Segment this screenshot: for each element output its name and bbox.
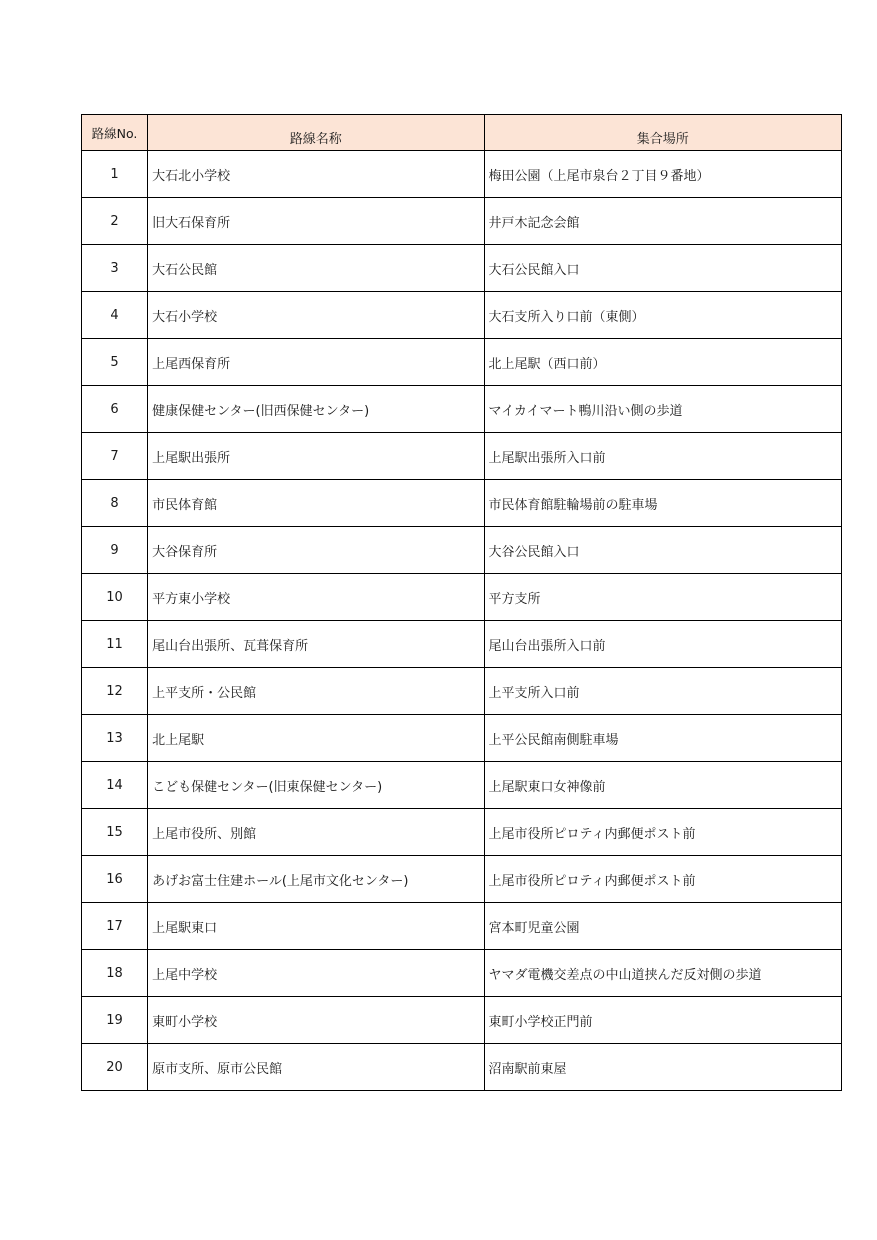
meeting-place-cell: ヤマダ電機交差点の中山道挟んだ反対側の歩道 xyxy=(484,950,841,997)
route-no-cell: 20 xyxy=(82,1044,148,1091)
route-name-cell: 大石小学校 xyxy=(148,292,484,339)
table-row xyxy=(82,198,842,245)
table-row xyxy=(82,809,842,856)
route-no-cell: 11 xyxy=(82,621,148,668)
route-name-cell: 健康保健センター(旧西保健センター) xyxy=(148,386,484,433)
route-no-cell: 5 xyxy=(82,339,148,386)
route-name-cell: 旧大石保育所 xyxy=(148,198,484,245)
route-name-cell: 北上尾駅 xyxy=(148,715,484,762)
route-name-cell: 上尾中学校 xyxy=(148,950,484,997)
table-row xyxy=(82,621,842,668)
route-name-cell: 平方東小学校 xyxy=(148,574,484,621)
header-row xyxy=(82,115,842,151)
route-no-cell: 19 xyxy=(82,997,148,1044)
meeting-place-cell: 上平公民館南側駐車場 xyxy=(484,715,841,762)
route-name-cell: 上尾西保育所 xyxy=(148,339,484,386)
meeting-place-cell: 大谷公民館入口 xyxy=(484,527,841,574)
route-no-cell: 12 xyxy=(82,668,148,715)
route-no-cell: 13 xyxy=(82,715,148,762)
header-meeting-place: 集合場所 xyxy=(484,115,841,151)
table-row xyxy=(82,668,842,715)
route-no-cell: 18 xyxy=(82,950,148,997)
meeting-place-cell: 大石支所入り口前（東側） xyxy=(484,292,841,339)
table-row xyxy=(82,527,842,574)
table-row xyxy=(82,433,842,480)
meeting-place-cell: 尾山台出張所入口前 xyxy=(484,621,841,668)
meeting-place-cell: 上尾市役所ピロティ内郵便ポスト前 xyxy=(484,856,841,903)
table-row xyxy=(82,856,842,903)
meeting-place-cell: 大石公民館入口 xyxy=(484,245,841,292)
table-row xyxy=(82,903,842,950)
table-row xyxy=(82,339,842,386)
table-row xyxy=(82,574,842,621)
route-no-cell: 8 xyxy=(82,480,148,527)
meeting-place-cell: 上尾市役所ピロティ内郵便ポスト前 xyxy=(484,809,841,856)
route-no-cell: 2 xyxy=(82,198,148,245)
header-route-no: 路線No. xyxy=(82,115,148,151)
meeting-place-cell: 上尾駅出張所入口前 xyxy=(484,433,841,480)
route-name-cell: 原市支所、原市公民館 xyxy=(148,1044,484,1091)
route-no-cell: 10 xyxy=(82,574,148,621)
route-name-cell: 東町小学校 xyxy=(148,997,484,1044)
route-no-cell: 14 xyxy=(82,762,148,809)
table-header xyxy=(82,115,842,151)
route-name-cell: 上尾市役所、別館 xyxy=(148,809,484,856)
route-no-cell: 16 xyxy=(82,856,148,903)
meeting-place-cell: 宮本町児童公園 xyxy=(484,903,841,950)
table-row xyxy=(82,950,842,997)
meeting-place-cell: 市民体育館駐輪場前の駐車場 xyxy=(484,480,841,527)
route-name-cell: 大谷保育所 xyxy=(148,527,484,574)
header-route-name: 路線名称 xyxy=(148,115,484,151)
table-row xyxy=(82,997,842,1044)
table-row xyxy=(82,151,842,198)
route-name-cell: 上尾駅東口 xyxy=(148,903,484,950)
table-row xyxy=(82,715,842,762)
route-no-cell: 9 xyxy=(82,527,148,574)
table-row xyxy=(82,762,842,809)
meeting-place-cell: 東町小学校正門前 xyxy=(484,997,841,1044)
route-no-cell: 1 xyxy=(82,151,148,198)
route-name-cell: 大石北小学校 xyxy=(148,151,484,198)
route-name-cell: 尾山台出張所、瓦葺保育所 xyxy=(148,621,484,668)
meeting-place-cell: 上平支所入口前 xyxy=(484,668,841,715)
route-no-cell: 17 xyxy=(82,903,148,950)
meeting-place-cell: 北上尾駅（西口前） xyxy=(484,339,841,386)
route-no-cell: 7 xyxy=(82,433,148,480)
meeting-place-cell: マイカイマート鴨川沿い側の歩道 xyxy=(484,386,841,433)
table-row xyxy=(82,292,842,339)
meeting-place-cell: 梅田公園（上尾市泉台２丁目９番地） xyxy=(484,151,841,198)
route-no-cell: 6 xyxy=(82,386,148,433)
meeting-place-cell: 平方支所 xyxy=(484,574,841,621)
meeting-place-cell: 井戸木記念会館 xyxy=(484,198,841,245)
route-name-cell: あげお富士住建ホール(上尾市文化センター) xyxy=(148,856,484,903)
table-row xyxy=(82,480,842,527)
table-row xyxy=(82,386,842,433)
route-name-cell: 市民体育館 xyxy=(148,480,484,527)
route-no-cell: 4 xyxy=(82,292,148,339)
route-name-cell: こども保健センター(旧東保健センター) xyxy=(148,762,484,809)
route-name-cell: 大石公民館 xyxy=(148,245,484,292)
table-body xyxy=(82,151,842,1091)
table-row xyxy=(82,245,842,292)
meeting-place-cell: 沼南駅前東屋 xyxy=(484,1044,841,1091)
route-name-cell: 上尾駅出張所 xyxy=(148,433,484,480)
meeting-place-cell: 上尾駅東口女神像前 xyxy=(484,762,841,809)
route-name-cell: 上平支所・公民館 xyxy=(148,668,484,715)
table-row xyxy=(82,1044,842,1091)
route-no-cell: 3 xyxy=(82,245,148,292)
route-table xyxy=(81,114,842,1091)
route-no-cell: 15 xyxy=(82,809,148,856)
